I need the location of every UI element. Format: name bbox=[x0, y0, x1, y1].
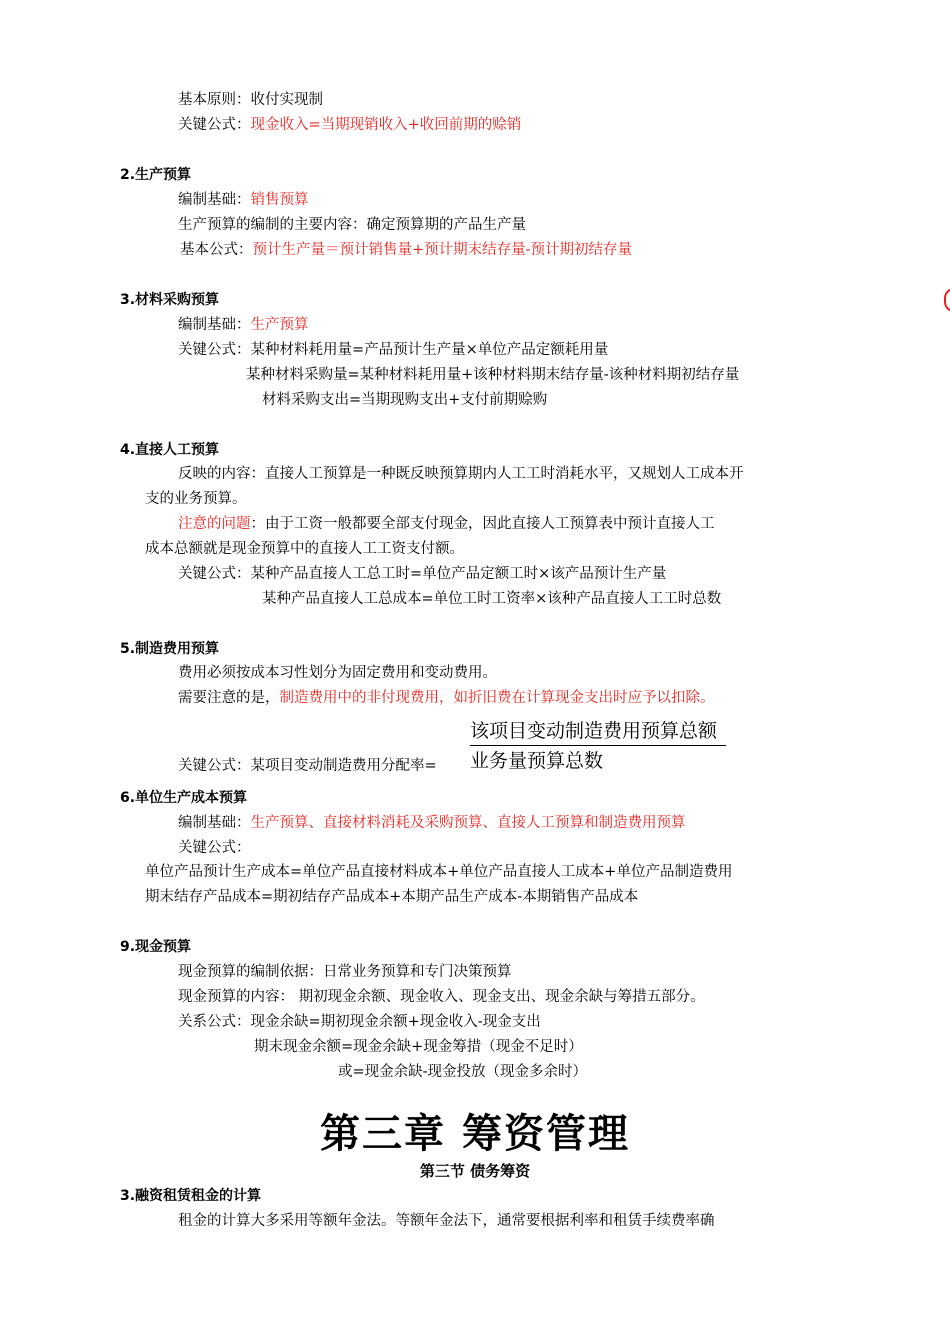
formula-line: 或=现金余缺-现金投放（现金多余时） bbox=[338, 1064, 588, 1080]
basis-highlight: 生产预算、直接材料消耗及采购预算、直接人工预算和制造费用预算 bbox=[250, 815, 686, 831]
principle-line bbox=[178, 90, 323, 110]
section-heading-unit-cost: 6.单位生产成本预算 bbox=[120, 790, 248, 806]
note-highlight: 注意的问题 bbox=[178, 516, 251, 532]
formula-highlight: 现金收入=当期现销收入+收回前期的赊销 bbox=[250, 117, 522, 133]
basis-line bbox=[178, 315, 309, 335]
section-heading-material: 3.材料采购预算 bbox=[120, 292, 220, 308]
label: 关键公式： bbox=[178, 566, 251, 582]
note-prefix: 需要注意的是， bbox=[178, 690, 280, 706]
basis-highlight: 销售预算 bbox=[250, 192, 309, 208]
label: 关键公式： bbox=[178, 342, 251, 358]
formula-highlight: 预计生产量＝预计销售量+预计期末结存量-预计期初结存量 bbox=[252, 242, 633, 258]
paragraph-line: 租金的计算大多采用等额年金法。等额年金法下，通常要根据利率和租赁手续费率确 bbox=[178, 1213, 715, 1229]
note-line bbox=[178, 688, 715, 708]
paragraph-line: 费用必须按成本习性划分为固定费用和变动费用。 bbox=[178, 665, 497, 681]
formula-line: 某种材料采购量=某种材料耗用量+该种材料期末结存量-该种材料期初结存量 bbox=[246, 367, 740, 383]
label: 关键公式： bbox=[178, 117, 251, 133]
paragraph-line: 现金预算的内容： 期初现金余额、现金收入、现金支出、现金余缺与筹措五部分。 bbox=[178, 989, 705, 1005]
formula-line: 材料采购支出=当期现购支出+支付前期赊购 bbox=[262, 392, 548, 408]
section-heading-labor: 4.直接人工预算 bbox=[120, 442, 220, 458]
label: 编制基础： bbox=[178, 192, 251, 208]
fraction-numerator: 该项目变动制造费用预算总额 bbox=[470, 720, 718, 742]
note-line bbox=[178, 514, 715, 534]
formula-line bbox=[180, 240, 632, 260]
formula-line: 某种产品直接人工总成本=单位工时工资率×该种产品直接人工工时总数 bbox=[262, 591, 722, 607]
formula-line: 关键公式：某项目变动制造费用分配率= bbox=[178, 758, 437, 774]
section-heading-production: 2.生产预算 bbox=[120, 167, 192, 183]
paragraph-line: 现金预算的编制依据：日常业务预算和专门决策预算 bbox=[178, 964, 512, 980]
fraction-denominator: 业务量预算总数 bbox=[470, 750, 604, 772]
section-heading-cash: 9.现金预算 bbox=[120, 939, 192, 955]
formula-line: 单位产品预计生产成本=单位产品直接材料成本+单位产品直接人工成本+单位产品制造费用 bbox=[145, 864, 733, 880]
formula-label-line: 关键公式： bbox=[178, 840, 251, 856]
label: 基本公式： bbox=[180, 242, 253, 258]
section-heading-overhead: 5.制造费用预算 bbox=[120, 641, 220, 657]
basis-highlight: 生产预算 bbox=[250, 317, 309, 333]
label: 基本原则： bbox=[178, 92, 251, 108]
label: 编制基础： bbox=[178, 317, 251, 333]
formula-line bbox=[178, 564, 666, 584]
content-line: 生产预算的编制的主要内容：确定预算期的产品生产量 bbox=[178, 217, 526, 233]
section-title: 第三节 债务筹资 bbox=[419, 1162, 531, 1180]
section-heading-lease: 3.融资租赁租金的计算 bbox=[120, 1188, 262, 1204]
formula-text: 某种产品直接人工总工时=单位产品定额工时×该产品预计生产量 bbox=[250, 566, 667, 582]
chapter-title: 第三章 筹资管理 bbox=[320, 1110, 630, 1157]
paragraph-line: 成本总额就是现金预算中的直接人工工资支付额。 bbox=[145, 541, 464, 557]
formula-line: 期末结存产品成本=期初结存产品成本+本期产品生产成本-本期销售产品成本 bbox=[145, 889, 639, 905]
note-text: ：由于工资一般都要全部支付现金，因此直接人工预算表中预计直接人工 bbox=[250, 516, 715, 532]
formula-line: 关系公式：现金余缺=期初现金余额+现金收入-现金支出 bbox=[178, 1014, 541, 1030]
paragraph-line: 支的业务预算。 bbox=[145, 491, 247, 507]
fraction-bar bbox=[470, 745, 726, 746]
label: 编制基础： bbox=[178, 815, 251, 831]
formula-line bbox=[178, 115, 521, 135]
paragraph-line: 反映的内容：直接人工预算是一种既反映预算期内人工工时消耗水平，又规划人工成本开 bbox=[178, 466, 744, 482]
formula-text: 某种材料耗用量=产品预计生产量×单位产品定额耗用量 bbox=[250, 342, 609, 358]
note-highlight: 制造费用中的非付现费用，如折旧费在计算现金支出时应予以扣除。 bbox=[279, 690, 715, 706]
margin-circle-mark bbox=[944, 288, 950, 312]
basis-line bbox=[178, 813, 686, 833]
value: 收付实现制 bbox=[250, 92, 323, 108]
formula-line bbox=[178, 340, 608, 360]
basis-line bbox=[178, 190, 309, 210]
formula-line: 期末现金余额=现金余缺+现金筹措（现金不足时） bbox=[254, 1039, 583, 1055]
